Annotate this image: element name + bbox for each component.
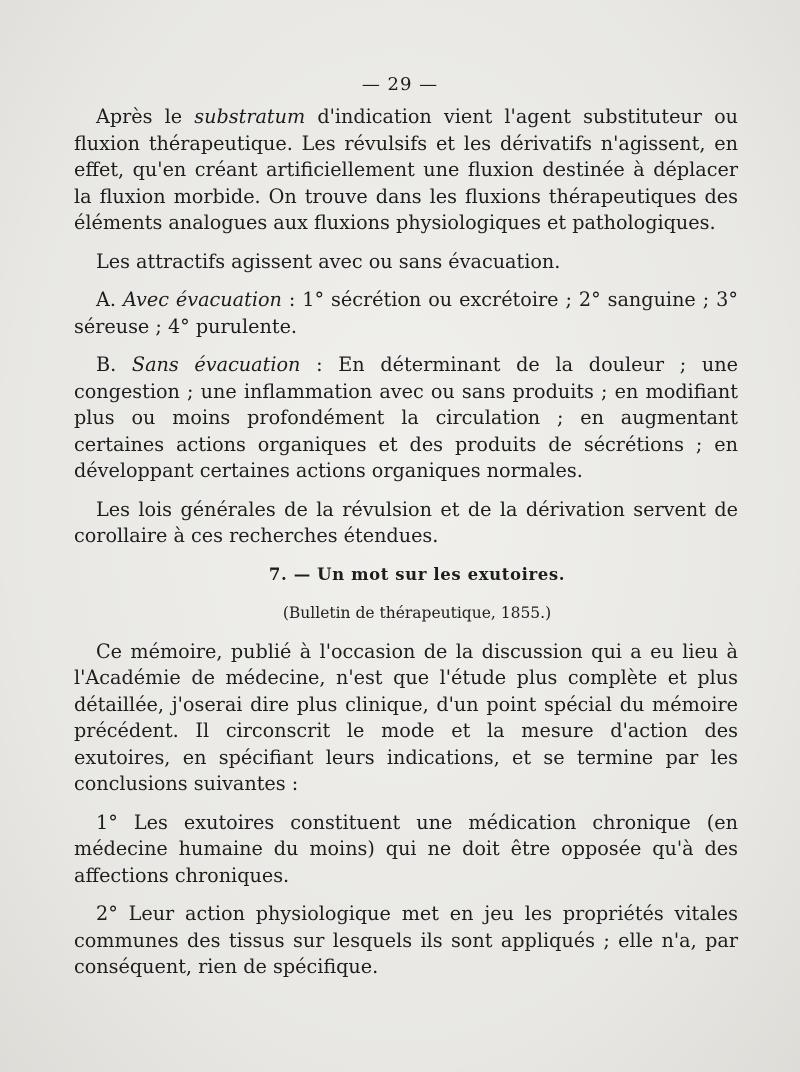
paragraph-memoire: Ce mémoire, publié à l'occasion de la discussion qui a eu lieu à l'Académie de médecine, n'est que l'étude plus complète et plus détaillée, j'oserai dire plus clinique, d'un point spécial du mémoire précédent. Il circonscrit le mode et la mesure d'action des exutoires, en spécifiant leurs indications, et se termine par les conclusions suivantes : — [74, 639, 738, 795]
paragraph-conclusion-1: 1° Les exutoires constituent une médication chronique (en médecine humaine du moins) qui ne doit être opposée qu'à des affections chroniques. — [74, 810, 738, 887]
italic-term: Avec évacuation — [122, 288, 282, 311]
text-run: d'indication vient l'agent substituteur ou fluxion thérapeutique. Les révulsifs et les dérivatifs n'agissent, en effet, qu'en créant artificiellement une fluxion destinée à déplacer la fluxion morbide. On trouve dans les fluxions thérapeutiques des éléments analogues aux fluxions physiologiques et pathologiques. — [74, 105, 738, 234]
page-body — [74, 104, 738, 993]
page-number: — 29 — — [361, 74, 439, 95]
paragraph-sans-evacuation — [74, 352, 738, 485]
paragraph-lois-generales: Les lois générales de la révulsion et de la dérivation servent de corollaire à ces recherches étendues. — [74, 497, 738, 547]
text-run: Après le — [96, 105, 195, 128]
text-run: : En déterminant de la douleur ; une congestion ; une inflammation avec ou sans produits ; en modifiant plus ou moins profondément la circulation ; en augmentant certaines actions organiques et des produits de sécrétions ; en développant certaines actions organiques normales. — [74, 353, 738, 482]
text-run: A. — [96, 288, 123, 311]
section-heading: 7. — Un mot sur les exutoires. — [268, 564, 566, 584]
text-run: B. — [96, 353, 132, 376]
paragraph-conclusion-2: 2° Leur action physiologique met en jeu les propriétés vitales communes des tissus sur lesquels ils sont appliqués ; elle n'a, par conséquent, rien de spécifique. — [74, 902, 738, 978]
paragraph-substituteur — [74, 104, 738, 237]
paragraph-attractifs: Les attractifs agissent avec ou sans évacuation. — [96, 249, 561, 273]
text-run: : 1° sécrétion ou excrétoire ; 2° sanguine ; 3° séreuse ; 4° purulente. — [74, 288, 738, 338]
section-source: (Bulletin de thérapeutique, 1855.) — [282, 604, 552, 622]
italic-term: Sans évacuation — [131, 353, 301, 376]
italic-term: substratum — [194, 105, 306, 128]
paragraph-avec-evacuation — [74, 287, 738, 340]
